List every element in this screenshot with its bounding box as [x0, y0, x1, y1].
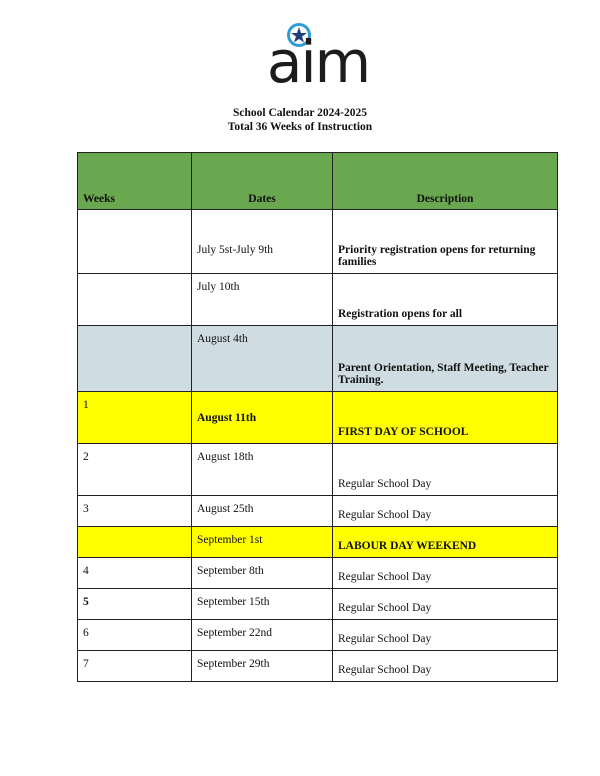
- date-cell: September 15th: [192, 589, 333, 620]
- table-row: [78, 527, 558, 558]
- date-cell: September 29th: [192, 651, 333, 682]
- date-cell: July 5st-July 9th: [192, 210, 333, 274]
- table-row: [78, 210, 558, 274]
- date-cell: August 25th: [192, 496, 333, 527]
- date-cell: August 11th: [192, 392, 333, 444]
- table-row: [78, 444, 558, 496]
- week-cell: 4: [78, 558, 192, 589]
- table-row: [78, 558, 558, 589]
- description-cell: Priority registration opens for returning families: [333, 210, 558, 274]
- description-cell: Regular School Day: [333, 444, 558, 496]
- header-description: Description: [333, 153, 558, 210]
- week-cell: 5: [78, 589, 192, 620]
- header-weeks: Weeks: [78, 153, 192, 210]
- table-row: [78, 274, 558, 326]
- week-cell: 3: [78, 496, 192, 527]
- week-cell: 7: [78, 651, 192, 682]
- description-cell: Regular School Day: [333, 589, 558, 620]
- aim-logo: [248, 22, 388, 96]
- table-row: [78, 326, 558, 392]
- table-row: [78, 496, 558, 527]
- description-cell: LABOUR DAY WEEKEND: [333, 527, 558, 558]
- week-cell: [78, 527, 192, 558]
- date-cell: July 10th: [192, 274, 333, 326]
- description-cell: Parent Orientation, Staff Meeting, Teacher Training.: [333, 326, 558, 392]
- description-cell: Regular School Day: [333, 620, 558, 651]
- date-cell: August 4th: [192, 326, 333, 392]
- calendar-table: [77, 152, 558, 682]
- week-cell: [78, 274, 192, 326]
- date-cell: September 22nd: [192, 620, 333, 651]
- date-cell: September 8th: [192, 558, 333, 589]
- page-subtitle: Total 36 Weeks of Instruction: [227, 121, 373, 133]
- document-header: [0, 106, 600, 134]
- table-row: [78, 651, 558, 682]
- description-cell: FIRST DAY OF SCHOOL: [333, 392, 558, 444]
- table-header-row: [78, 153, 558, 210]
- date-cell: August 18th: [192, 444, 333, 496]
- logo-wordmark: aim: [266, 28, 370, 96]
- header-dates: Dates: [192, 153, 333, 210]
- page-title: School Calendar 2024-2025: [233, 107, 367, 119]
- table-row: [78, 392, 558, 444]
- table-row: [78, 620, 558, 651]
- description-cell: Regular School Day: [333, 558, 558, 589]
- week-cell: 6: [78, 620, 192, 651]
- description-cell: Registration opens for all: [333, 274, 558, 326]
- description-cell: Regular School Day: [333, 496, 558, 527]
- week-cell: [78, 210, 192, 274]
- week-cell: 1: [78, 392, 192, 444]
- date-cell: September 1st: [192, 527, 333, 558]
- week-cell: 2: [78, 444, 192, 496]
- week-cell: [78, 326, 192, 392]
- description-cell: Regular School Day: [333, 651, 558, 682]
- table-row: [78, 589, 558, 620]
